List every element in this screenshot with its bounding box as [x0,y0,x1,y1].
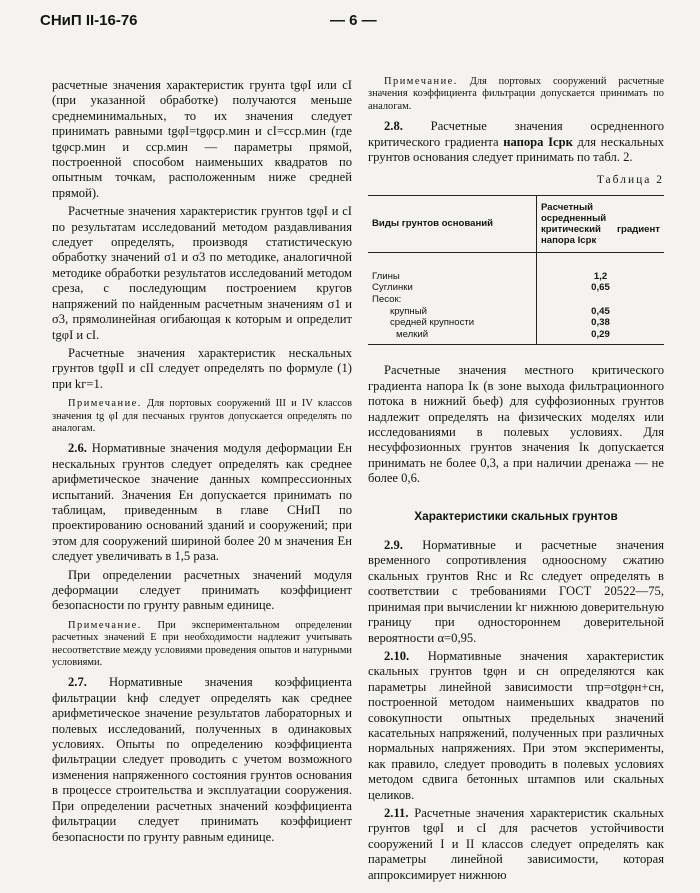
table-header-row [368,195,664,252]
table-cell-soil: средней крупности [390,317,475,329]
note [52,398,352,435]
clause-number: 2.9. [384,538,403,553]
table-cell-value: 0,45 [537,306,665,318]
note [52,620,352,670]
clause-text: для нескальных грунтов основания следует принимать по табл. 2. [368,134,665,165]
gradient-table [368,195,664,346]
clause-text: Расчетные значения характеристик скальных грунтов tgφI и cI для расчетов устойчивости сооружений I и II классов следует определять как параметры линейной зависимости, которая аппроксимирует нижнюю [368,805,664,882]
note-text: Для портовых сооружений III и IV классов значения tg φI для песчаных грунтов допускается определять по аналогам. [52,398,352,434]
clause-text: Нормативные значения модуля деформации Eн нескальных грунтов следует определять как среднее арифметическое значение данных компрессионных испытаний. Значения Eн допускается принимать по таблицам, приведенным в главе СНиП по проектированию оснований зданий и сооружений; при этом для сооружений шириной более 20 м значения Eн следует увеличивать в 1,5 раза. [52,441,352,564]
table-row [368,252,664,282]
clause-text: Нормативные значения коэффициента фильтрации kнф следует определять как среднее арифметическое значение результатов лабораторных и полевых исследований, полученных в одинаковых условиях. Опыты по определению коэффициента фильтрации следует проводить с учетом возможного изменения напряженного состояния грунтов основания в процессе строительства и эксплуатации сооружения. При определении расчетных значений коэффициента фильтрации следует принимать коэффициент безопасности по грунту равным единице. [52,675,352,844]
table-cell-value: 0,65 [537,282,665,294]
table-row [368,317,664,329]
table-cell-value: 0,29 [537,329,665,345]
table-row [368,329,664,345]
section-title: Характеристики скальных грунтов [414,508,618,523]
left-column [52,78,352,845]
clause-number: 2.8. [384,119,403,134]
clause-text: Нормативные значения характеристик скальных грунтов tgφн и cн определяются как параметры линейной зависимости τпр=σtgφн+cн, построенной методом наименьших квадратов по совокупности опытных предельных значений касательных напряжений, полученных при различных нормальных напряжениях. При этом эксперименты, как правило, следует проводить в полевых условиях методом сдвига бетонных штампов или скальных целиков. [368,648,664,802]
clause-2-11 [368,806,664,883]
paragraph: Расчетные значения характеристик грунтов tgφI и cI по результатам исследований методом раздавливания следует определять, производя статистическую обработку значений σ1 и σ3 по методике, аналогичной методике обработки результатов исследований методом среза, с последующим построением кругов напряжений по найденным расчетным значениям σ1 и σ3, прямолинейная огибающая к которым и определит tgφI и cI. [52,204,352,342]
table-cell-value: 0,38 [537,317,665,329]
table-cell-soil: мелкий [368,329,537,345]
table-caption: Таблица 2 [596,174,664,187]
table-row [368,282,664,294]
clause-number: 2.11. [384,805,409,820]
clause-text: Расчетные значения осредненного критического градиента [368,119,664,149]
table-cell-soil: крупный [390,305,427,317]
paragraph: Расчетные значения характеристик нескальных грунтов tgφII и cII следует определять по формуле (1) при kг=1. [52,345,352,391]
right-column [368,76,664,883]
clause-2-9 [368,538,664,646]
clause-2-6 [52,441,352,564]
note-text: Для портовых сооружений расчетные значения коэффициента фильтрации допускается принимать по аналогам. [368,76,664,112]
note-label: Примечание. [384,76,458,87]
clause-number: 2.6. [68,441,87,456]
note-label: Примечание. [68,619,142,631]
note-label: Примечание. [68,398,142,410]
clause-number: 2.7. [68,675,87,690]
table-row [368,294,664,306]
clause-2-8 [368,119,664,165]
header-code: СНиП II-16-76 [40,12,138,29]
table-header-soil: Виды грунтов оснований [368,195,537,252]
table-cell-soil: Суглинки [372,282,413,294]
table-cell-soil: Песок: [372,294,402,306]
table-header-gradient: Расчетный осредненный критический градиент напора Iсрк [537,195,665,252]
paragraph: Расчетные значения местного критического градиента напора Iк (в зоне выхода фильтрационного потока в нижний бьеф) для суффозионных грунтов надлежит определять на физических моделях или исследованиями в полевых условиях. Для несуффозионных грунтов значения Iк допускается принимать не более 0,3, а при наличии дренажа — не более 0,6. [368,363,664,486]
table-cell-soil: Глины [372,270,400,282]
clause-2-10 [368,649,664,803]
table-row [368,306,664,318]
clause-text-bold: напора Iсрк [498,134,573,149]
table-cell-value: 1,2 [537,252,665,282]
note [368,76,664,113]
paragraph: расчетные значения характеристик грунта tgφI или cI (при указанной обработке) получаются меньше среднеминимальных, то их значения следует принимать равными tgφI=tgφср.мин и cI=cср.мин (где tgφср.мин и cср.мин — параметры прямой, построенной способом наименьших квадратов по опытным точкам, расположенным ниже средней прямой). [52,78,352,200]
table-cell-value [537,294,665,306]
clause-text: Нормативные и расчетные значения временного сопротивления одноосному сжатию скальных грунтов Rнс и Rс следует определять в соответствии с требованиями ГОСТ 20522—75, принимая при вычислении kг нижнюю доверительную границу при одностороннем доверительной вероятности α=0,95. [368,538,664,645]
clause-number: 2.10. [384,648,410,663]
page-number: — 6 — [330,12,377,29]
clause-2-7 [52,675,352,844]
note-text: При экспериментальном определении расчетных значений E при необходимости надлежит учитывать несоответствие между условиями проведения опытов и натурными условиями. [52,619,352,669]
paragraph: При определении расчетных значений модуля деформации следует принимать коэффициент безопасности по грунту равным единице. [52,567,352,613]
